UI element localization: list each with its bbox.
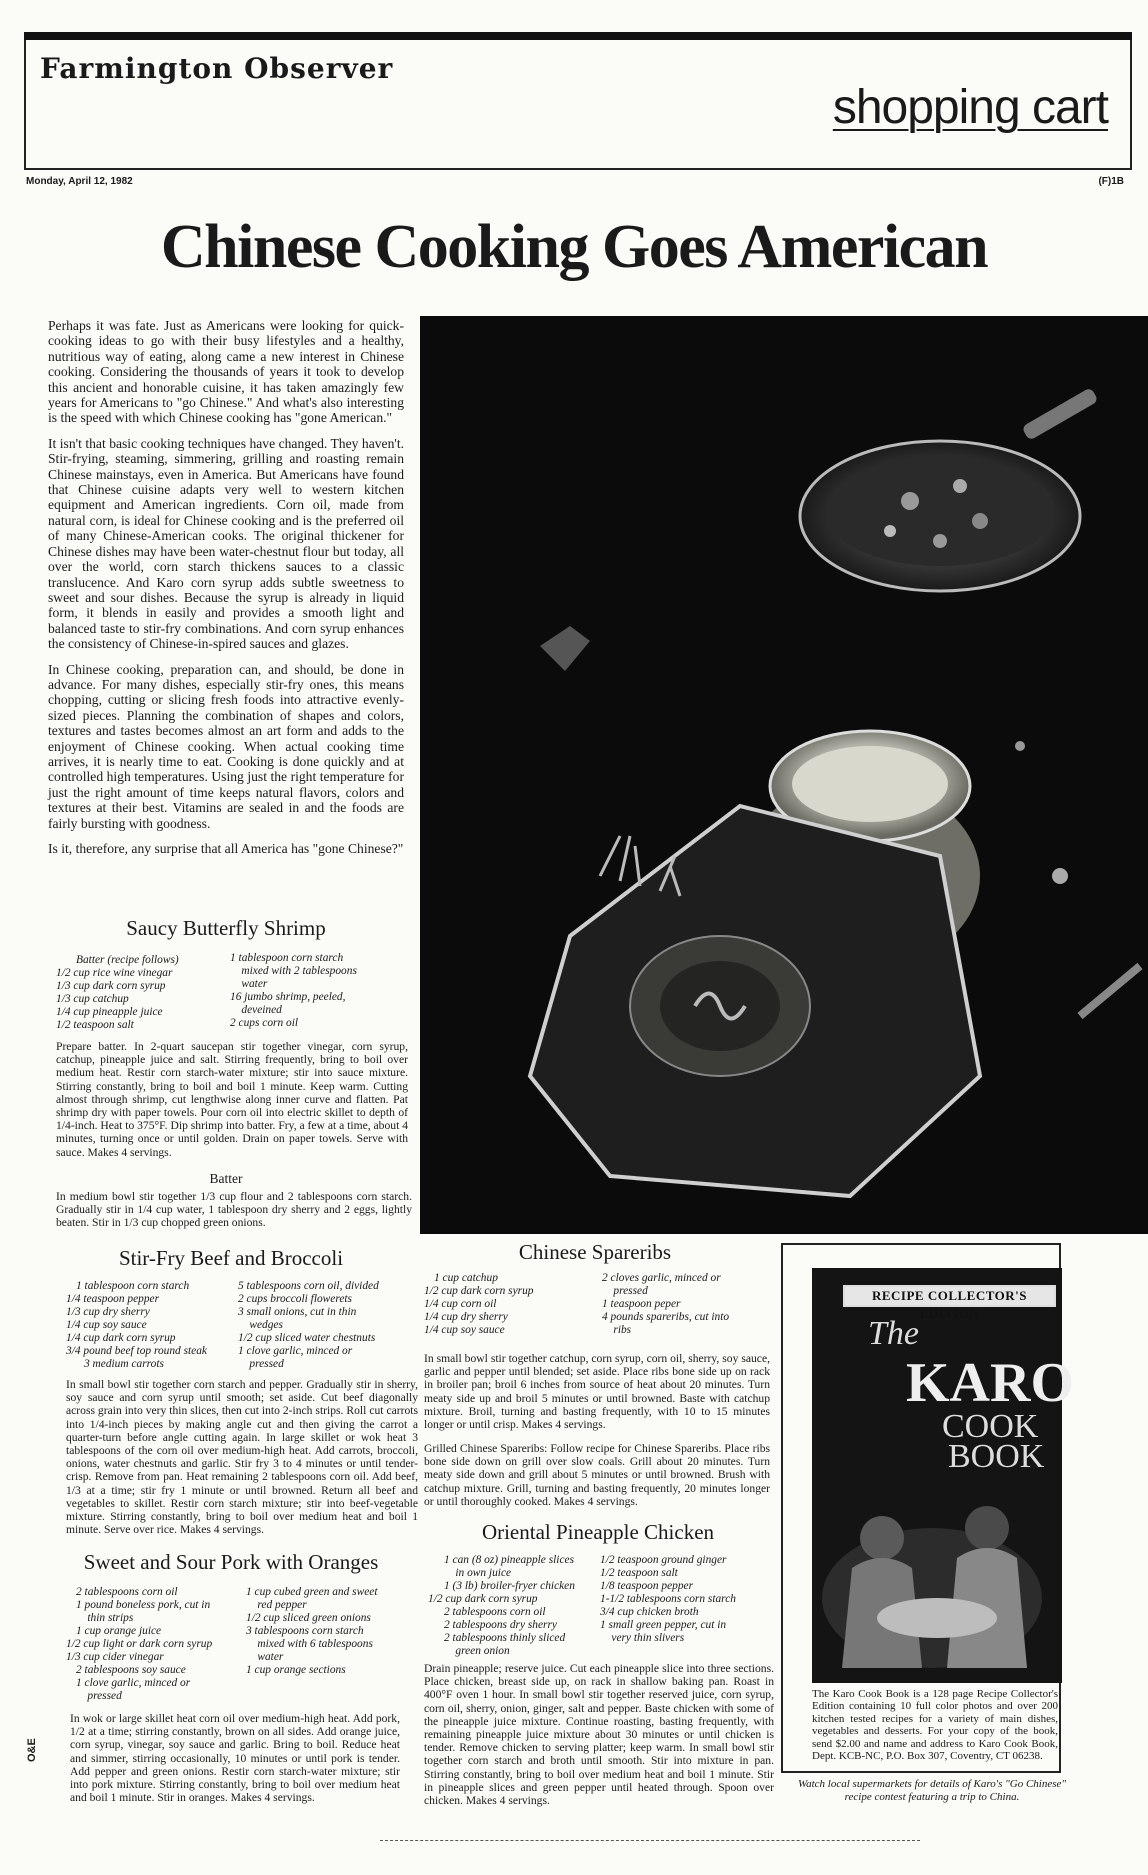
ingredient: 2 cloves garlic, minced or [602, 1272, 721, 1284]
ingredient: 1 clove garlic, minced or [238, 1345, 353, 1357]
ingredient: 1/4 cup corn oil [424, 1298, 497, 1310]
ingredient: 1/3 cup dark corn syrup [56, 980, 166, 992]
ingredient: ribs [602, 1324, 632, 1336]
ingredient: very thin slivers [600, 1632, 685, 1644]
ingredient: 4 pounds spareribs, cut into [602, 1311, 730, 1323]
ingredient: pressed [76, 1690, 122, 1702]
ingredient: 1 (3 lb) broiler-fryer chicken [444, 1580, 575, 1592]
ingredient: 1/2 cup light or dark corn syrup [66, 1638, 213, 1650]
beef-method: In small bowl stir together corn starch and pepper. Gradually stir in sherry, soy sauce and corn syrup until smooth; set aside. Cut beef diagonally across grain into very thin slices, then cut into 2-inch strips. Roll cut carrots into 1/4-inch pieces by making angle cut and then giving the carrot a quarter-turn before angle cutting again. In large skillet or wok heat 3 tablespoons of the corn oil over medium-high heat. Add carrots, broccoli, onions, water chestnuts and garlic. Stir fry 3 to 4 minutes or until tender-crisp. Remove from pan. Heat remaining 2 tablespoons corn oil. Add beef, 1/3 at a time; stir fry 1 minute or until browned. Return all beef and vegetables to skillet. Restir corn starch mixture; stir into beef-vegetable mixture. Stirring constantly, bring to boil over medium heat and boil 1 minute. Serve over rice. Makes 4 servings. [66, 1378, 418, 1537]
spareribs-grilled-variation: Grilled Chinese Spareribs: Follow recipe for Chinese Spareribs. Place ribs bone side down on grill over slow coals. Grill about 20 minutes. Turn meaty side down and grill about 5 minutes or until browned. Brush with catchup mixture. Grill, turning and basting frequently, 20 minutes longer or until thoroughly cooked. Makes 4 servings. [424, 1442, 770, 1508]
bottom-rule [380, 1840, 920, 1841]
ingredient: water [246, 1651, 284, 1663]
food-photo [420, 316, 1148, 1234]
ingredient: 1 teaspoon peper [602, 1298, 681, 1310]
section-name: shopping cart [832, 81, 1108, 134]
batter-method: In medium bowl stir together 1/3 cup flour and 2 tablespoons corn starch. Gradually stir in 1/4 cup water, 1 tablespoon dry sherry and 2 eggs, lightly beaten. Stir in 1/3 cup chopped green onions. [56, 1190, 412, 1230]
ingredient: 1 can (8 oz) pineapple slices [444, 1554, 575, 1566]
beef-ingredients-right [238, 1280, 413, 1371]
ingredient: deveined [230, 1004, 282, 1016]
ingredient: 1/3 cup catchup [56, 993, 129, 1005]
ingredient: green onion [444, 1645, 510, 1657]
ingredient: 1 cup cubed green and sweet [246, 1586, 378, 1598]
pork-ingredients-left [66, 1586, 241, 1703]
ingredient: 3/4 pound beef top round steak [66, 1345, 207, 1357]
ingredient: 1/2 cup sliced water chestnuts [238, 1332, 376, 1344]
ingredient: 1 cup orange juice [76, 1625, 162, 1637]
spareribs-title: Chinese Spareribs [518, 1240, 672, 1264]
ingredient: 3 tablespoons corn starch [246, 1625, 364, 1637]
ingredient: 2 cups corn oil [230, 1017, 299, 1029]
ingredient: 1/4 cup dark corn syrup [66, 1332, 176, 1344]
ingredient: 2 tablespoons soy sauce [76, 1664, 186, 1676]
spareribs-ingredients-right [602, 1272, 772, 1337]
book-title-karo: KARO [906, 1352, 1074, 1414]
ingredient: 1/3 cup dry sherry [66, 1306, 150, 1318]
book-cover [812, 1268, 1062, 1683]
ingredient: 1/2 teaspoon salt [56, 1019, 134, 1031]
ingredient: 1/4 cup pineapple juice [56, 1006, 163, 1018]
ingredient: 1/2 cup dark corn syrup [424, 1285, 534, 1297]
book-banner: RECIPE COLLECTOR'S EDITION [843, 1285, 1056, 1307]
ingredient: 1/2 cup dark corn syrup [428, 1593, 538, 1605]
beef-title: Stir-Fry Beef and Broccoli [118, 1246, 344, 1270]
ingredient: 1/4 teaspoon pepper [66, 1293, 160, 1305]
ingredient: 1/4 cup soy sauce [424, 1324, 505, 1336]
ingredient: 1/2 cup rice wine vinegar [56, 967, 173, 979]
food-photo-illustration [420, 316, 1148, 1234]
page-number: (F)1B [1098, 176, 1124, 187]
ingredient: mixed with 2 tablespoons [230, 965, 357, 977]
intro-paragraph: It isn't that basic cooking techniques have changed. They haven't. Stir-frying, steaming, simmering, grilling and roasting remain Chinese mainstays, even in America. But Americans have found that Chinese cuisine adapts very well to western kitchen equipment and American ingredients. Corn oil, made from natural corn, is ideal for Chinese cooking and is the preferred oil of many Chinese-American cooks. The original thickener for Chinese dishes may have been water-chestnut flour but today, all over the world, corn starch thickens sauces to a classic translucence. And Karo corn syrup adds subtle sweetness to sweet and sour dishes. Because the syrup is already in liquid form, it blends in easily and provides a smooth light and balanced taste to stir-fry combinations. And corn syrup enhances the consistency of Chinese-in-spired sauces and glazes. [48, 435, 404, 652]
book-title-the: The [868, 1315, 919, 1352]
ingredient: wedges [238, 1319, 283, 1331]
book-title-book: BOOK [948, 1438, 1045, 1475]
ingredient: 2 tablespoons corn oil [76, 1586, 178, 1598]
edge-mark: O&E [26, 1738, 38, 1762]
ingredient: in own juice [444, 1567, 512, 1579]
ingredient: 2 tablespoons dry sherry [444, 1619, 557, 1631]
pork-ingredients-right [246, 1586, 416, 1677]
ingredient: pressed [602, 1285, 648, 1297]
top-rule [24, 32, 1132, 40]
pork-method: In wok or large skillet heat corn oil over medium-high heat. Add pork, 1/2 at a time; stirring constantly, brown on all sides. Add orange juice, corn syrup, vinegar, soy sauce and garlic. Bring to boil. Reduce heat and simmer, stirring occasionally, 10 minutes or until pork is tender. Add pepper and green onions. Restir corn starch-water mixture; stir into pork mixture. Stirring constantly, bring to boil over medium heat and boil 1 minute. Stir in oranges. Makes 4 servings. [70, 1712, 400, 1805]
chicken-ingredients-left [428, 1554, 608, 1658]
ingredient: 2 tablespoons corn oil [444, 1606, 546, 1618]
ingredient: 1/3 cup cider vinegar [66, 1651, 164, 1663]
beef-ingredients-left [66, 1280, 241, 1371]
ingredient: 1 pound boneless pork, cut in [76, 1599, 211, 1611]
spareribs-method: In small bowl stir together catchup, corn syrup, corn oil, sherry, soy sauce, garlic and pepper until blended; set aside. Place ribs bone side up on rack in broiler pan; broil 6 inches from source of heat about 20 minutes. Turn meaty side up and broil 5 minutes or until browned. Baste with catchup mixture. Broil, turning and basting frequently, with 10 to 15 minutes longer or until crisp. Makes 4 servings. [424, 1352, 770, 1432]
ingredient: 1/8 teaspoon pepper [600, 1580, 694, 1592]
ingredient: thin strips [76, 1612, 134, 1624]
ingredient: 1/4 cup soy sauce [66, 1319, 147, 1331]
ad-text: The Karo Cook Book is a 128 page Recipe Collector's Edition containing 10 full color photos and over 200 kitchen tested recipes for a variety of main dishes, vegetables and desserts. For your copy of the book, send $2.00 and name and address to Karo Cook Book, Dept. KCB-NC, P.O. Box 307, Coventry, CT 06238. [812, 1688, 1058, 1763]
ingredient: 3/4 cup chicken broth [600, 1606, 699, 1618]
ingredient: Batter (recipe follows) [76, 954, 179, 966]
ingredient: 1 tablespoon corn starch [76, 1280, 190, 1292]
ingredient: 1 cup catchup [434, 1272, 498, 1284]
chicken-method: Drain pineapple; reserve juice. Cut each pineapple slice into three sections. Place chicken, breast side up, on rack in shallow baking pan. Roast in 400°F oven 1 hour. In small bowl stir together reserved juice, corn syrup, corn oil, sherry, onion, ginger, salt and pepper. Baste chicken with some of the pineapple juice mixture. Continue roasting, basting frequently, with remaining pineapple juice mixture about 30 minutes or until chicken is tender. Remove chicken to serving platter; keep warm. In small bowl stir together corn starch and broth until smooth. Stir into mixture in pan. Stirring constantly, bring to boil over medium heat and boil 1 minute. Stir in pineapple slices and green pepper until heated through. Spoon over chicken. Makes 4 servings. [424, 1662, 774, 1808]
ingredient: mixed with 6 tablespoons [246, 1638, 373, 1650]
ingredient: 1/2 teaspoon ground ginger [600, 1554, 727, 1566]
ingredient: 2 tablespoons thinly sliced [444, 1632, 566, 1644]
ingredient: 1 cup orange sections [246, 1664, 346, 1676]
headline: Chinese Cooking Goes American [160, 213, 988, 281]
intro-paragraph: Perhaps it was fate. Just as Americans were looking for quick-cooking ideas to go with their busy lifestyles and a healthy, nutritious way of eating, along came a new interest in Chinese cooking. Considering the thousands of years it took to develop this ancient and honorable cuisine, it has taken amazingly few years for Americans to "go Chinese." And what's also interesting is the speed with which Chinese cooking has "gone American." [48, 318, 404, 426]
paper-name: Farmington Observer [40, 52, 394, 85]
ingredient: red pepper [246, 1599, 307, 1611]
ad-note: Watch local supermarkets for details of Karo's "Go Chinese" recipe contest featuring a trip to China. [797, 1778, 1067, 1803]
ingredient: 1-1/2 tablespoons corn starch [600, 1593, 736, 1605]
ingredient: 16 jumbo shrimp, peeled, [230, 991, 346, 1003]
intro-paragraph: Is it, therefore, any surprise that all America has "gone Chinese?" [48, 841, 404, 856]
shrimp-title: Saucy Butterfly Shrimp [126, 916, 326, 940]
pork-title: Sweet and Sour Pork with Oranges [83, 1550, 379, 1574]
ingredient: pressed [238, 1358, 284, 1370]
ingredient: 5 tablespoons corn oil, divided [238, 1280, 379, 1292]
intro-paragraph: In Chinese cooking, preparation can, and should, be done in advance. For many dishes, especially stir-fry ones, this means chopping, cutting or slicing fresh foods into attractive evenly-sized pieces. Planning the combination of shapes and colors, textures and tastes becomes almost an art form and adds to the enjoyment of Chinese cooking. When actual cooking time arrives, it is nearly time to eat. Cooking is done quickly and at controlled high temperatures. Using just the right temperature for just the right amount of time keeps natural flavors, colors and textures at their best. Vitamins are sealed in and the foods are fairly bursting with goodness. [48, 661, 404, 831]
batter-title: Batter [209, 1171, 243, 1186]
ingredient: 1/2 teaspoon salt [600, 1567, 678, 1579]
shrimp-method: Prepare batter. In 2-quart saucepan stir together vinegar, corn syrup, catchup, pineapple juice and salt. Stirring frequently, bring to boil over medium heat. Restir corn starch-water mixture; stir into sauce mixture. Stirring constantly, bring to boil and boil 1 minute. Keep warm. Cutting almost through shrimp, cut lengthwise along inner curve and flatten. Pat shrimp dry with paper towels. Pour corn oil into electric skillet to depth of 1/4-inch. Heat to 375°F. Dip shrimp into batter. Fry, a few at a time, about 4 minutes, turning once or until golden. Drain on paper towels. Serve with sauce. Makes 4 servings. [56, 1040, 408, 1159]
spareribs-ingredients-left [424, 1272, 604, 1337]
ingredient: 1 tablespoon corn starch [230, 952, 344, 964]
ingredient: 1 clove garlic, minced or [76, 1677, 191, 1689]
ingredient: 1/4 cup dry sherry [424, 1311, 508, 1323]
shrimp-ingredients-right [230, 952, 410, 1030]
ingredient: 2 cups broccoli flowerets [238, 1293, 352, 1305]
chicken-title: Oriental Pineapple Chicken [481, 1520, 715, 1544]
ingredient: 1/2 cup sliced green onions [246, 1612, 371, 1624]
ingredient: 1 small green pepper, cut in [600, 1619, 727, 1631]
ingredient: 3 small onions, cut in thin [238, 1306, 357, 1318]
shrimp-ingredients-left [56, 954, 226, 1032]
book-cover-illustration [812, 1268, 1062, 1683]
chicken-ingredients-right [600, 1554, 776, 1645]
ingredient: 3 medium carrots [84, 1358, 164, 1370]
dateline: Monday, April 12, 1982 [26, 176, 133, 187]
book-title-cook: COOK [942, 1408, 1039, 1445]
ingredient: water [230, 978, 268, 990]
intro-article [48, 318, 404, 866]
